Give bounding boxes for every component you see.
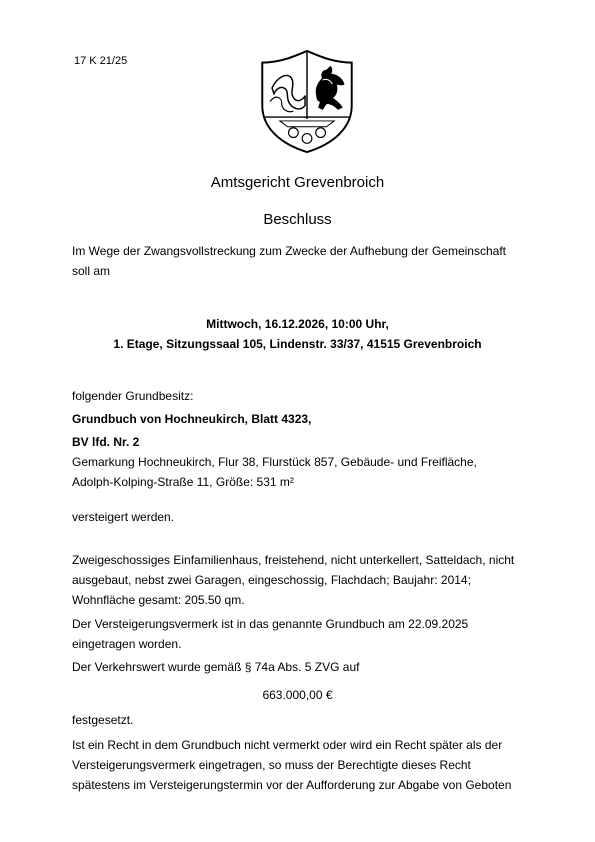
description-line-2: ausgebaut, nebst zwei Garagen, eingeschossig, Flachdach; Baujahr: 2014; [72,573,471,587]
property-intro: folgender Grundbesitz: [72,389,194,403]
registration-paragraph [72,614,532,654]
valuation-intro: Der Verkehrswert wurde gemäß § 74a Abs. 5 ZVG auf [72,660,360,674]
court-name: Amtsgericht Grevenbroich [210,174,385,191]
rose-icon-center [302,134,312,144]
description-paragraph [72,550,532,610]
coat-of-arms-icon [258,49,356,154]
description-line-1: Zweigeschossiges Einfamilienhaus, freistehend, nicht unterkellert, Satteldach, nicht [72,553,515,567]
appointment-location: 1. Etage, Sitzungssaal 105, Lindenstr. 33/37, 41515 Grevenbroich [113,337,482,351]
intro-line-2: soll am [72,264,111,278]
rose-icon-right [316,128,326,138]
registration-line-2: eingetragen worden. [72,637,182,651]
document-title: Beschluss [263,211,332,228]
land-register: Grundbuch von Hochneukirch, Blatt 4323, [72,412,312,426]
registration-line-1: Der Versteigerungsvermerk ist in das genannte Grundbuch am 22.09.2025 [72,617,469,631]
base-band [280,121,334,127]
description-line-3: Wohnfläche gesamt: 205.50 qm. [72,593,245,607]
appointment-date: Mittwoch, 16.12.2026, 10:00 Uhr, [206,317,389,331]
intro-paragraph [72,241,532,281]
notice-line-1: Ist ein Recht in dem Grundbuch nicht vermerkt oder wird ein Recht später als der [72,738,503,752]
notice-line-2: Versteigerungsvermerk eingetragen, so muss der Berechtigte dieses Recht [72,758,471,772]
river-wave-icon [272,75,305,108]
file-number: 17 K 21/25 [74,55,128,67]
valuation-amount: 663.000,00 € [262,688,333,702]
property-block [72,409,532,492]
notice-paragraph [72,735,532,795]
rose-icon-left [289,128,299,138]
parcel-description: Gemarkung Hochneukirch, Flur 38, Flurstück 857, Gebäude- und Freifläche, [72,455,477,469]
intro-line-1: Im Wege der Zwangsvollstreckung zum Zwecke der Aufhebung der Gemeinschaft [72,244,506,258]
notice-line-3: spätestens im Versteigerungstermin vor der Aufforderung zur Abgabe von Geboten [72,778,512,792]
horse-icon [316,67,344,110]
valuation-outro: festgesetzt. [72,713,134,727]
property-address: Adolph-Kolping-Straße 11, Größe: 531 m² [72,475,294,489]
auction-outcome: versteigert werden. [72,510,175,524]
inventory-number: BV lfd. Nr. 2 [72,435,140,449]
